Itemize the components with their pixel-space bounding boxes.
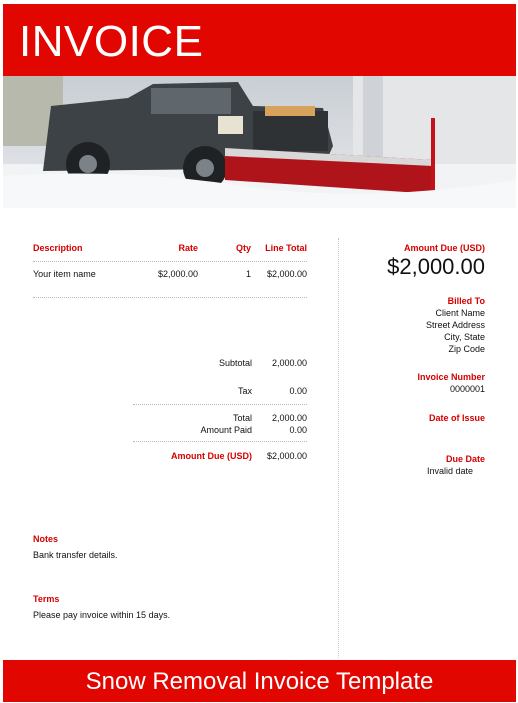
item-rate: $2,000.00: [157, 269, 198, 279]
client-name: Client Name: [435, 308, 485, 318]
row-divider: [33, 297, 307, 298]
item-line-total: $2,000.00: [266, 269, 307, 279]
header-divider: [33, 261, 307, 262]
col-header-line-total: Line Total: [265, 243, 307, 253]
sidebar-amount-due-value: $2,000.00: [387, 254, 485, 279]
total-value: 2,000.00: [271, 413, 307, 423]
date-of-issue-label: Date of Issue: [428, 413, 485, 423]
amount-due-label: Amount Due (USD): [171, 451, 252, 461]
tax-divider: [133, 404, 307, 405]
street-address: Street Address: [425, 320, 485, 330]
invoice-number: 0000001: [449, 384, 485, 394]
invoice-header: [3, 4, 516, 76]
col-header-rate: Rate: [178, 243, 198, 253]
col-header-description: Description: [33, 243, 83, 253]
terms-label: Terms: [33, 594, 60, 604]
notes-label: Notes: [33, 534, 59, 544]
column-divider: [338, 238, 339, 658]
tax-value: 0.00: [289, 386, 307, 396]
template-footer: [3, 660, 516, 702]
zip-code: Zip Code: [448, 344, 485, 354]
subtotal-value: 2,000.00: [271, 358, 307, 368]
item-qty: 1: [245, 269, 251, 279]
amount-due-value: $2,000.00: [266, 451, 307, 461]
notes-text: Bank transfer details.: [33, 550, 118, 560]
terms-text: Please pay invoice within 15 days.: [33, 610, 171, 620]
invoice-number-label: Invoice Number: [417, 372, 485, 382]
total-label: Total: [232, 413, 252, 423]
amount-paid-label: Amount Paid: [200, 425, 252, 435]
invoice-title: INVOICE: [19, 17, 204, 66]
snowplow-truck-photo: [3, 76, 516, 208]
city-state: City, State: [444, 332, 485, 342]
footer-title: Snow Removal Invoice Template: [85, 668, 434, 695]
due-date-value: Invalid date: [426, 466, 473, 476]
due-date-label: Due Date: [445, 454, 485, 464]
tax-label: Tax: [237, 386, 252, 396]
col-header-qty: Qty: [235, 243, 251, 253]
item-description: Your item name: [33, 269, 96, 279]
sidebar-amount-due-label: Amount Due (USD): [404, 243, 485, 253]
paid-divider: [133, 441, 307, 442]
subtotal-label: Subtotal: [218, 358, 252, 368]
amount-paid-value: 0.00: [289, 425, 307, 435]
billed-to-label: Billed To: [447, 296, 485, 306]
